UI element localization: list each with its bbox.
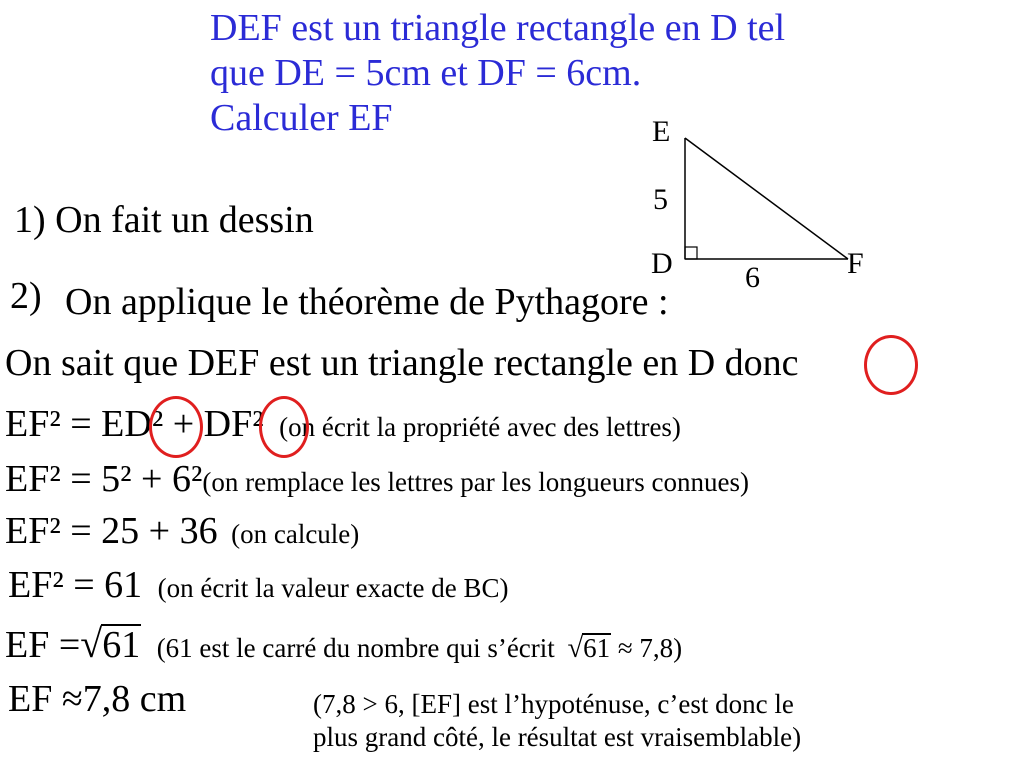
equation-5-note-value: 7,8) [639, 633, 683, 663]
approx-small-icon: ≈ [617, 633, 633, 663]
equation-6-value: 7,8 cm [82, 678, 187, 720]
equation-4 [8, 566, 509, 604]
equation-3-formula: EF² = 25 + 36 [5, 510, 218, 552]
equation-5-note-radicand: 61 [583, 633, 611, 663]
side-label-df: 6 [745, 261, 760, 294]
equation-5-note [157, 633, 682, 663]
equation-6-note-line-1: (7,8 > 6, [EF] est l’hypoténuse, c’est donc le [313, 689, 794, 719]
equation-4-formula: EF² = 61 [8, 564, 143, 606]
sqrt-small-icon: √ [567, 633, 584, 664]
step-1: 1) On fait un dessin [14, 199, 314, 241]
equation-5 [5, 621, 683, 666]
sqrt-icon: √ [80, 621, 103, 666]
right-angle-mark [685, 247, 697, 259]
vertex-label-e: E [652, 115, 671, 148]
vertex-label-d: D [651, 247, 673, 280]
highlight-circle-d [864, 335, 918, 395]
equation-6-note-line-2: plus grand côté, le résultat est vraisemblable) [313, 722, 802, 752]
equation-6-note [313, 688, 801, 754]
equation-2 [5, 460, 749, 498]
equation-3 [5, 512, 359, 550]
approx-icon: ≈ [61, 678, 83, 720]
equation-5-prefix: EF = [5, 624, 81, 666]
segment-ef [685, 138, 848, 259]
equation-6 [8, 680, 186, 718]
equation-6-prefix: EF [8, 678, 53, 720]
equation-3-note: (on calcule) [231, 519, 360, 549]
step-2-text: On applique le théorème de Pythagore : [65, 281, 669, 323]
equation-4-note: (on écrit la valeur exacte de BC) [157, 573, 509, 603]
equation-5-radicand: 61 [102, 624, 141, 666]
problem-line-3: Calculer EF [210, 97, 393, 139]
known-statement: On sait que DEF est un triangle rectangle en D donc [5, 342, 799, 384]
problem-line-2: que DE = 5cm et DF = 6cm. [210, 52, 642, 94]
problem-line-1: DEF est un triangle rectangle en D tel [210, 7, 786, 49]
equation-1-formula: EF² = ED² + DF² [5, 403, 264, 445]
vertex-label-f: F [847, 247, 864, 280]
equation-2-note: (on remplace les lettres par les longueurs connues) [202, 467, 749, 497]
equation-2-formula: EF² = 5² + 6² [5, 458, 203, 500]
equation-1-note: (on écrit la propriété avec des lettres) [279, 412, 681, 442]
step-2-number: 2) [10, 275, 42, 317]
side-label-de: 5 [653, 183, 668, 216]
equation-5-note-prefix: (61 est le carré du nombre qui s’écrit [156, 633, 555, 663]
equation-1 [5, 405, 681, 443]
